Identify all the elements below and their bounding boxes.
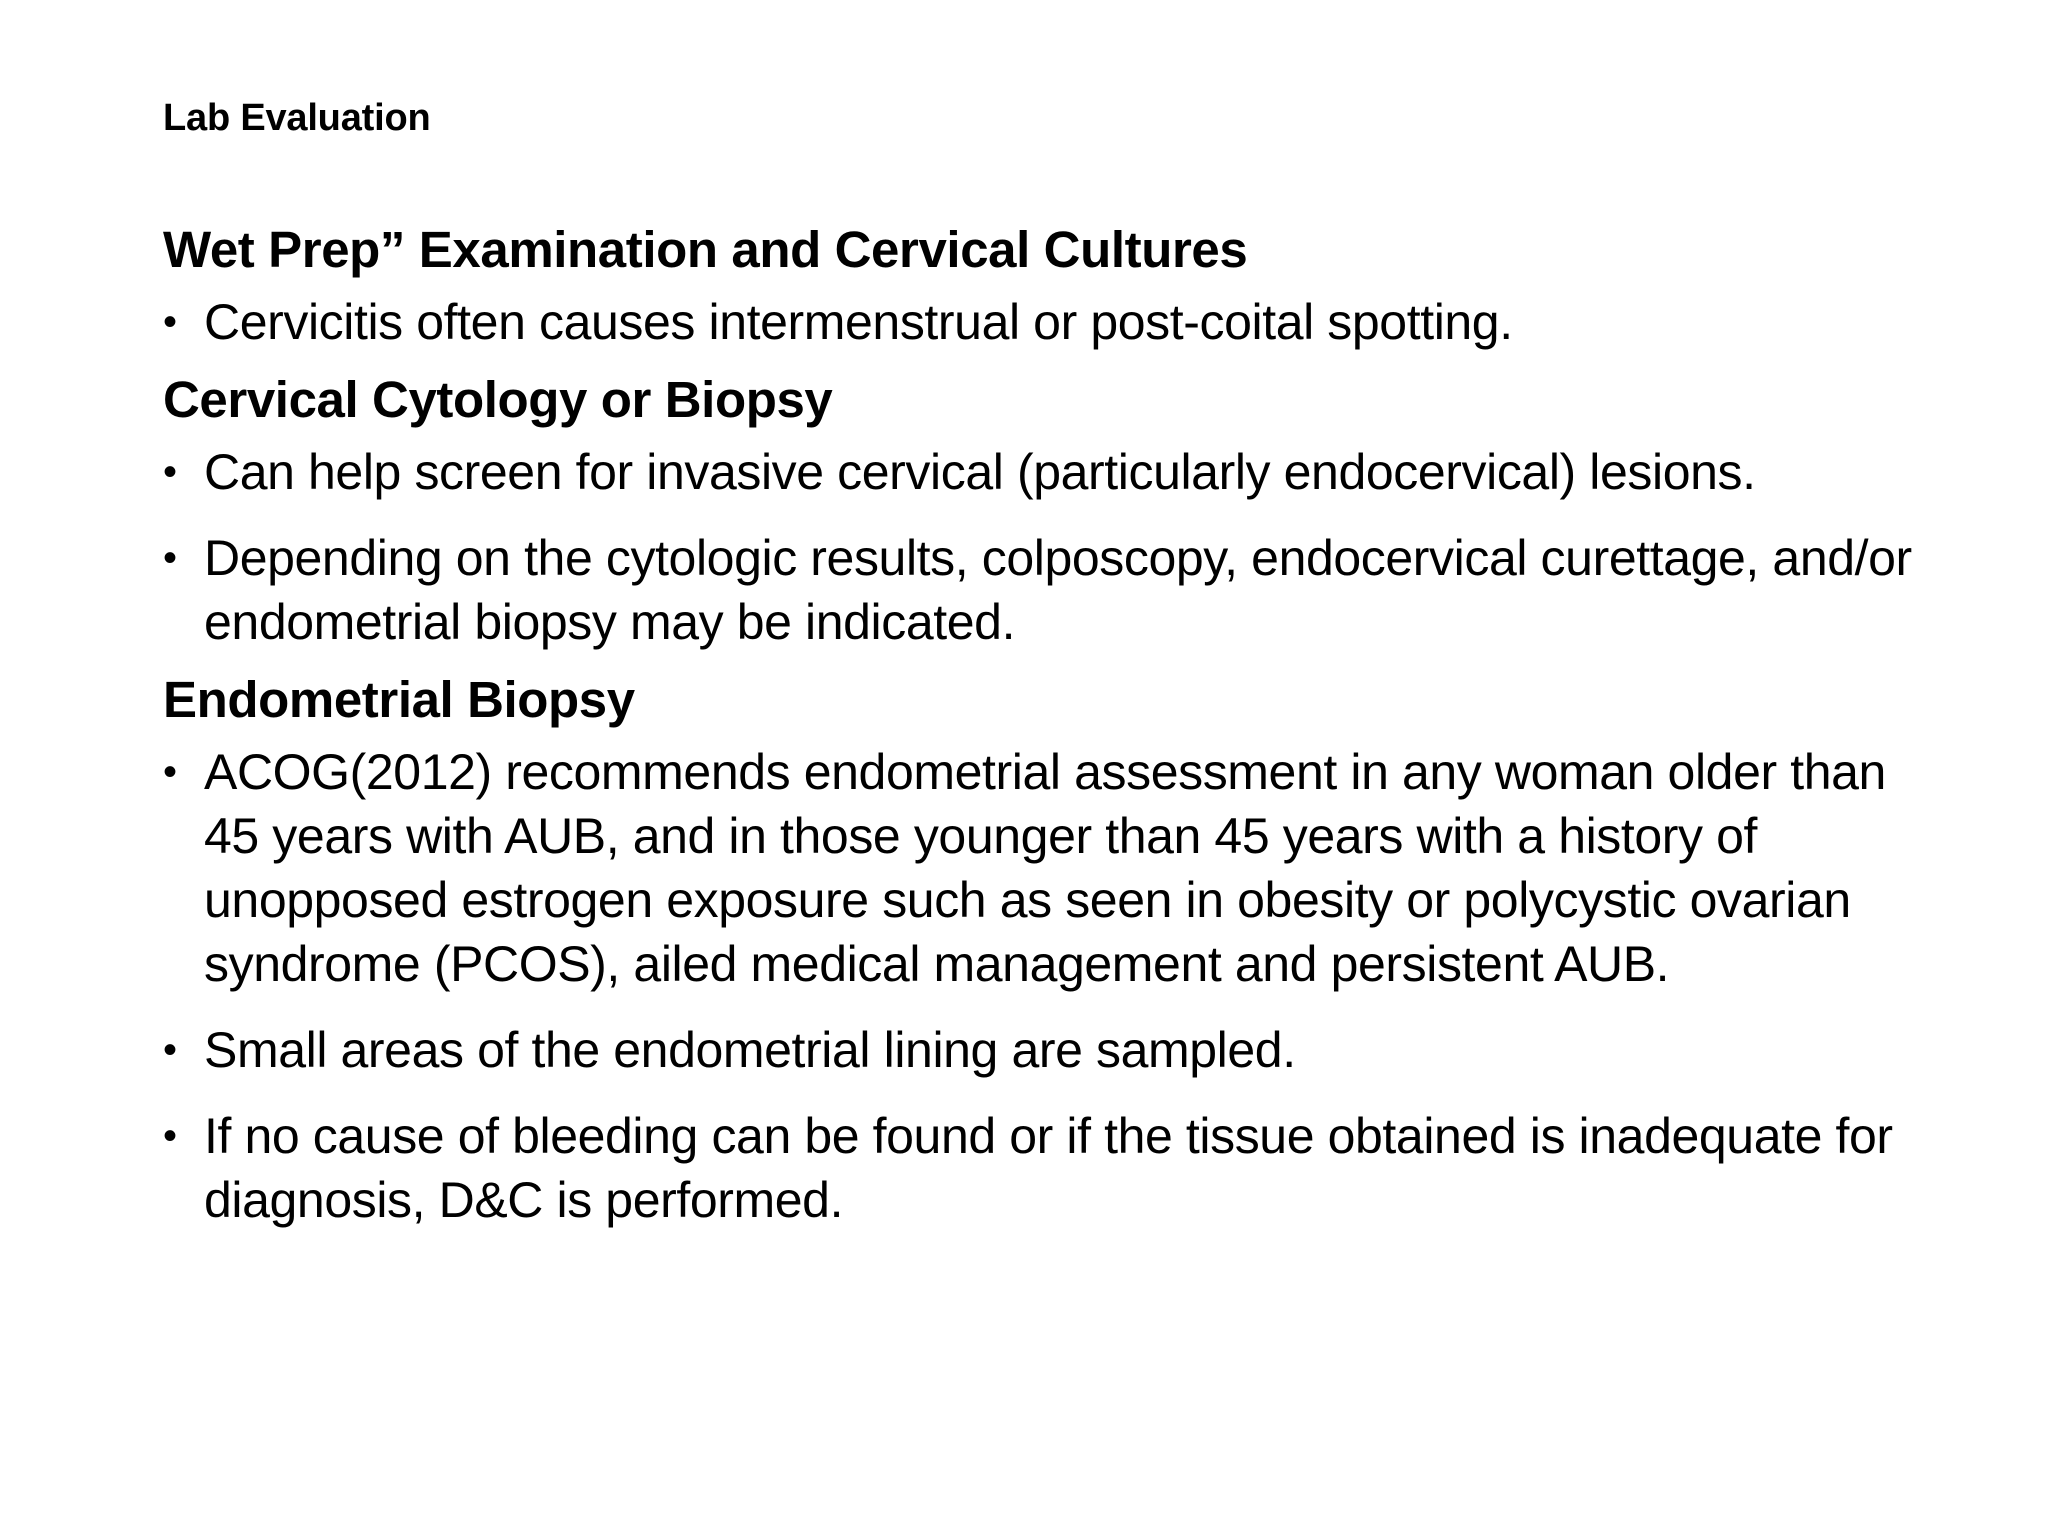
bullet-text: If no cause of bleeding can be found or if the tissue obtained is inadequate for diagnosis, D&C is performed. [204, 1108, 1893, 1228]
section-cervical-cytology [163, 368, 1923, 654]
slide-content [163, 218, 1923, 1246]
bullet-item [163, 440, 1923, 504]
bullet-item [163, 526, 1923, 654]
bullet-text: Depending on the cytologic results, colposcopy, endocervical curettage, and/or endometrial biopsy may be indicated. [204, 530, 1912, 650]
bullet-text: Small areas of the endometrial lining are sampled. [204, 1022, 1296, 1078]
bullet-icon: • [163, 1114, 177, 1158]
section-heading: Wet Prep” Examination and Cervical Cultures [163, 221, 1248, 278]
bullet-item [163, 740, 1923, 996]
bullet-text: Cervicitis often causes intermenstrual or post-coital spotting. [204, 294, 1513, 350]
slide-title: Lab Evaluation [163, 97, 431, 139]
bullet-item [163, 290, 1923, 354]
bullet-icon: • [163, 750, 177, 794]
bullet-item [163, 1104, 1923, 1232]
section-heading: Cervical Cytology or Biopsy [163, 371, 833, 428]
bullet-icon: • [163, 536, 177, 580]
bullet-text: Can help screen for invasive cervical (particularly endocervical) lesions. [204, 444, 1756, 500]
bullet-icon: • [163, 1028, 177, 1072]
section-heading: Endometrial Biopsy [163, 671, 635, 728]
bullet-list [163, 440, 1923, 654]
section-endometrial-biopsy [163, 668, 1923, 1232]
bullet-text: ACOG(2012) recommends endometrial assessment in any woman older than 45 years with AUB, and in those younger than 45 years with a history of unopposed estrogen exposure such as seen in obesity or polycystic ovarian syndrome (PCOS), ailed medical management and persistent AUB. [204, 744, 1886, 992]
bullet-item [163, 1018, 1923, 1082]
bullet-icon: • [163, 450, 177, 494]
section-wet-prep [163, 218, 1923, 354]
bullet-list [163, 290, 1923, 354]
bullet-list [163, 740, 1923, 1232]
bullet-icon: • [163, 300, 177, 344]
